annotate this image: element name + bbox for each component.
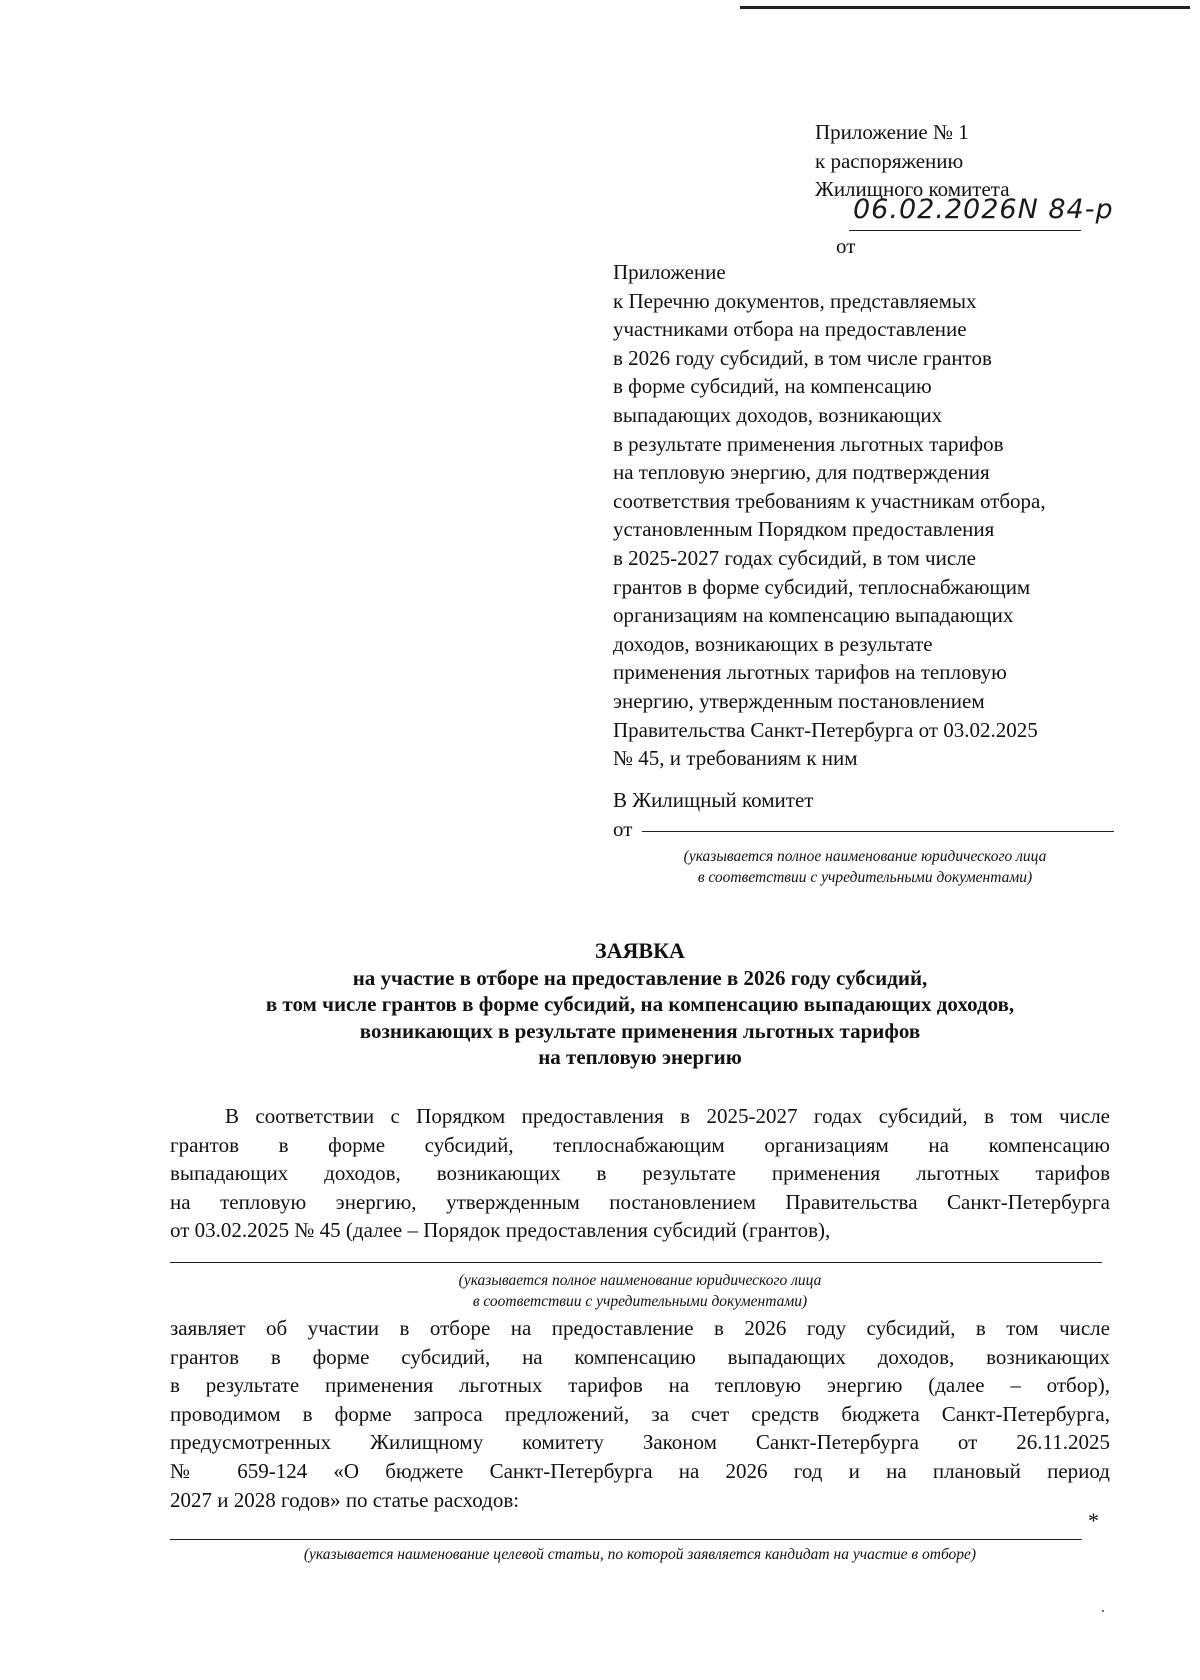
- entity-note: [170, 1270, 1110, 1312]
- article-note: (указывается наименование целевой статьи, по которой заявляется кандидат на участие в отборе): [303, 1546, 977, 1563]
- recipient-note-line: (указывается полное наименование юридического лица: [683, 848, 1047, 865]
- appendix-2-line: выпадающих доходов, возникающих: [613, 402, 943, 427]
- appendix-1-line: Приложение № 1: [815, 120, 969, 144]
- appendix-2-line: к Перечню документов, представляемых: [613, 288, 977, 313]
- body-paragraph-2: [170, 1314, 1110, 1514]
- recipient-to: В Жилищный комитет: [613, 788, 814, 812]
- footnote-asterisk: *: [1088, 1508, 1099, 1533]
- from-fill-line: [642, 831, 1114, 832]
- application-title: [170, 938, 1110, 1071]
- title-line: на тепловую энергию: [538, 1045, 742, 1069]
- paragraph-line: грантов в форме субсидий, теплоснабжающим организациям на компенсацию: [170, 1132, 1110, 1157]
- appendix-2-line: № 45, и требованиям к ним: [613, 746, 858, 771]
- title-line: на участие в отборе на предоставление в 2026 году субсидий,: [352, 965, 928, 990]
- paragraph-line: на тепловую энергию, утвержденным постановлением Правительства Санкт-Петербурга: [170, 1189, 1110, 1214]
- top-scan-rule: [740, 6, 1190, 9]
- appendix-2-line: доходов, возникающих в результате: [613, 631, 933, 656]
- entity-fill-line: [170, 1262, 1102, 1263]
- appendix-1-line: к распоряжению: [815, 148, 964, 173]
- appendix-2-line: в форме субсидий, на компенсацию: [613, 374, 932, 399]
- appendix-2-line: Правительства Санкт-Петербурга от 03.02.2025: [613, 717, 1038, 742]
- appendix-2-line: в результате применения льготных тарифов: [613, 431, 1004, 456]
- entity-note-line: в соответствии с учредительными документами): [472, 1293, 808, 1310]
- appendix-2-line: на тепловую энергию, для подтверждения: [613, 460, 990, 485]
- appendix-1-line: Жилищного комитета: [815, 177, 1010, 202]
- appendix-2-header: [613, 258, 1046, 773]
- scan-speck: [1102, 1610, 1104, 1612]
- appendix-2-line: участниками отбора на предоставление: [613, 317, 967, 342]
- appendix-2-line: энергию, утвержденным постановлением: [613, 688, 985, 713]
- appendix-2-line: установленным Порядком предоставления: [613, 517, 995, 542]
- handwritten-date-number: 06.02.2026N 84-р: [853, 193, 1114, 225]
- recipient-from-prefix: от: [613, 816, 633, 841]
- appendix-2-line: грантов в форме субсидий, теплоснабжающим: [613, 574, 1031, 599]
- body-paragraph-1: [170, 1102, 1110, 1245]
- paragraph-line: в результате применения льготных тарифов на тепловую энергию (далее – отбор),: [170, 1373, 1110, 1398]
- paragraph-line: выпадающих доходов, возникающих в результате применения льготных тарифов: [170, 1161, 1110, 1186]
- paragraph-line: от 03.02.2025 № 45 (далее – Порядок предоставления субсидий (грантов),: [170, 1218, 831, 1243]
- date-prefix: от: [836, 234, 856, 259]
- paragraph-line: предусмотренных Жилищному комитету Законом Санкт-Петербурга от 26.11.2025: [170, 1430, 1110, 1455]
- paragraph-line: заявляет об участии в отборе на предоставление в 2026 году субсидий, в том числе: [170, 1316, 1110, 1340]
- title-main: ЗАЯВКА: [595, 938, 685, 963]
- date-underline: [849, 230, 1081, 231]
- appendix-2-line: в 2026 году субсидий, в том числе грантов: [613, 345, 992, 370]
- appendix-2-line: организациям на компенсацию выпадающих: [613, 603, 1014, 628]
- paragraph-line: № 659-124 «О бюджете Санкт-Петербурга на 2026 год и на плановый период: [170, 1458, 1110, 1483]
- appendix-2-line: Приложение: [613, 260, 726, 284]
- paragraph-line: грантов в форме субсидий, на компенсацию выпадающих доходов, возникающих: [170, 1344, 1110, 1369]
- paragraph-line: В соответствии с Порядком предоставления в 2025-2027 годах субсидий, в том числе: [225, 1104, 1110, 1128]
- recipient-note-line: в соответствии с учредительными документами): [697, 869, 1033, 886]
- paragraph-line: проводимом в форме запроса предложений, за счет средств бюджета Санкт-Петербурга,: [170, 1401, 1110, 1426]
- recipient-note: [600, 846, 1130, 888]
- article-fill-line: [170, 1539, 1082, 1540]
- appendix-2-line: в 2025-2027 годах субсидий, в том числе: [613, 545, 976, 570]
- appendix-2-line: применения льготных тарифов на тепловую: [613, 660, 1007, 685]
- entity-note-line: (указывается полное наименование юридического лица: [458, 1272, 822, 1289]
- recipient-block: [613, 786, 813, 843]
- appendix-2-line: соответствия требованиям к участникам отбора,: [613, 488, 1046, 513]
- title-line: возникающих в результате применения льготных тарифов: [359, 1018, 921, 1043]
- paragraph-line: 2027 и 2028 годов» по статье расходов:: [170, 1487, 520, 1512]
- title-line: в том числе грантов в форме субсидий, на компенсацию выпадающих доходов,: [265, 992, 1015, 1016]
